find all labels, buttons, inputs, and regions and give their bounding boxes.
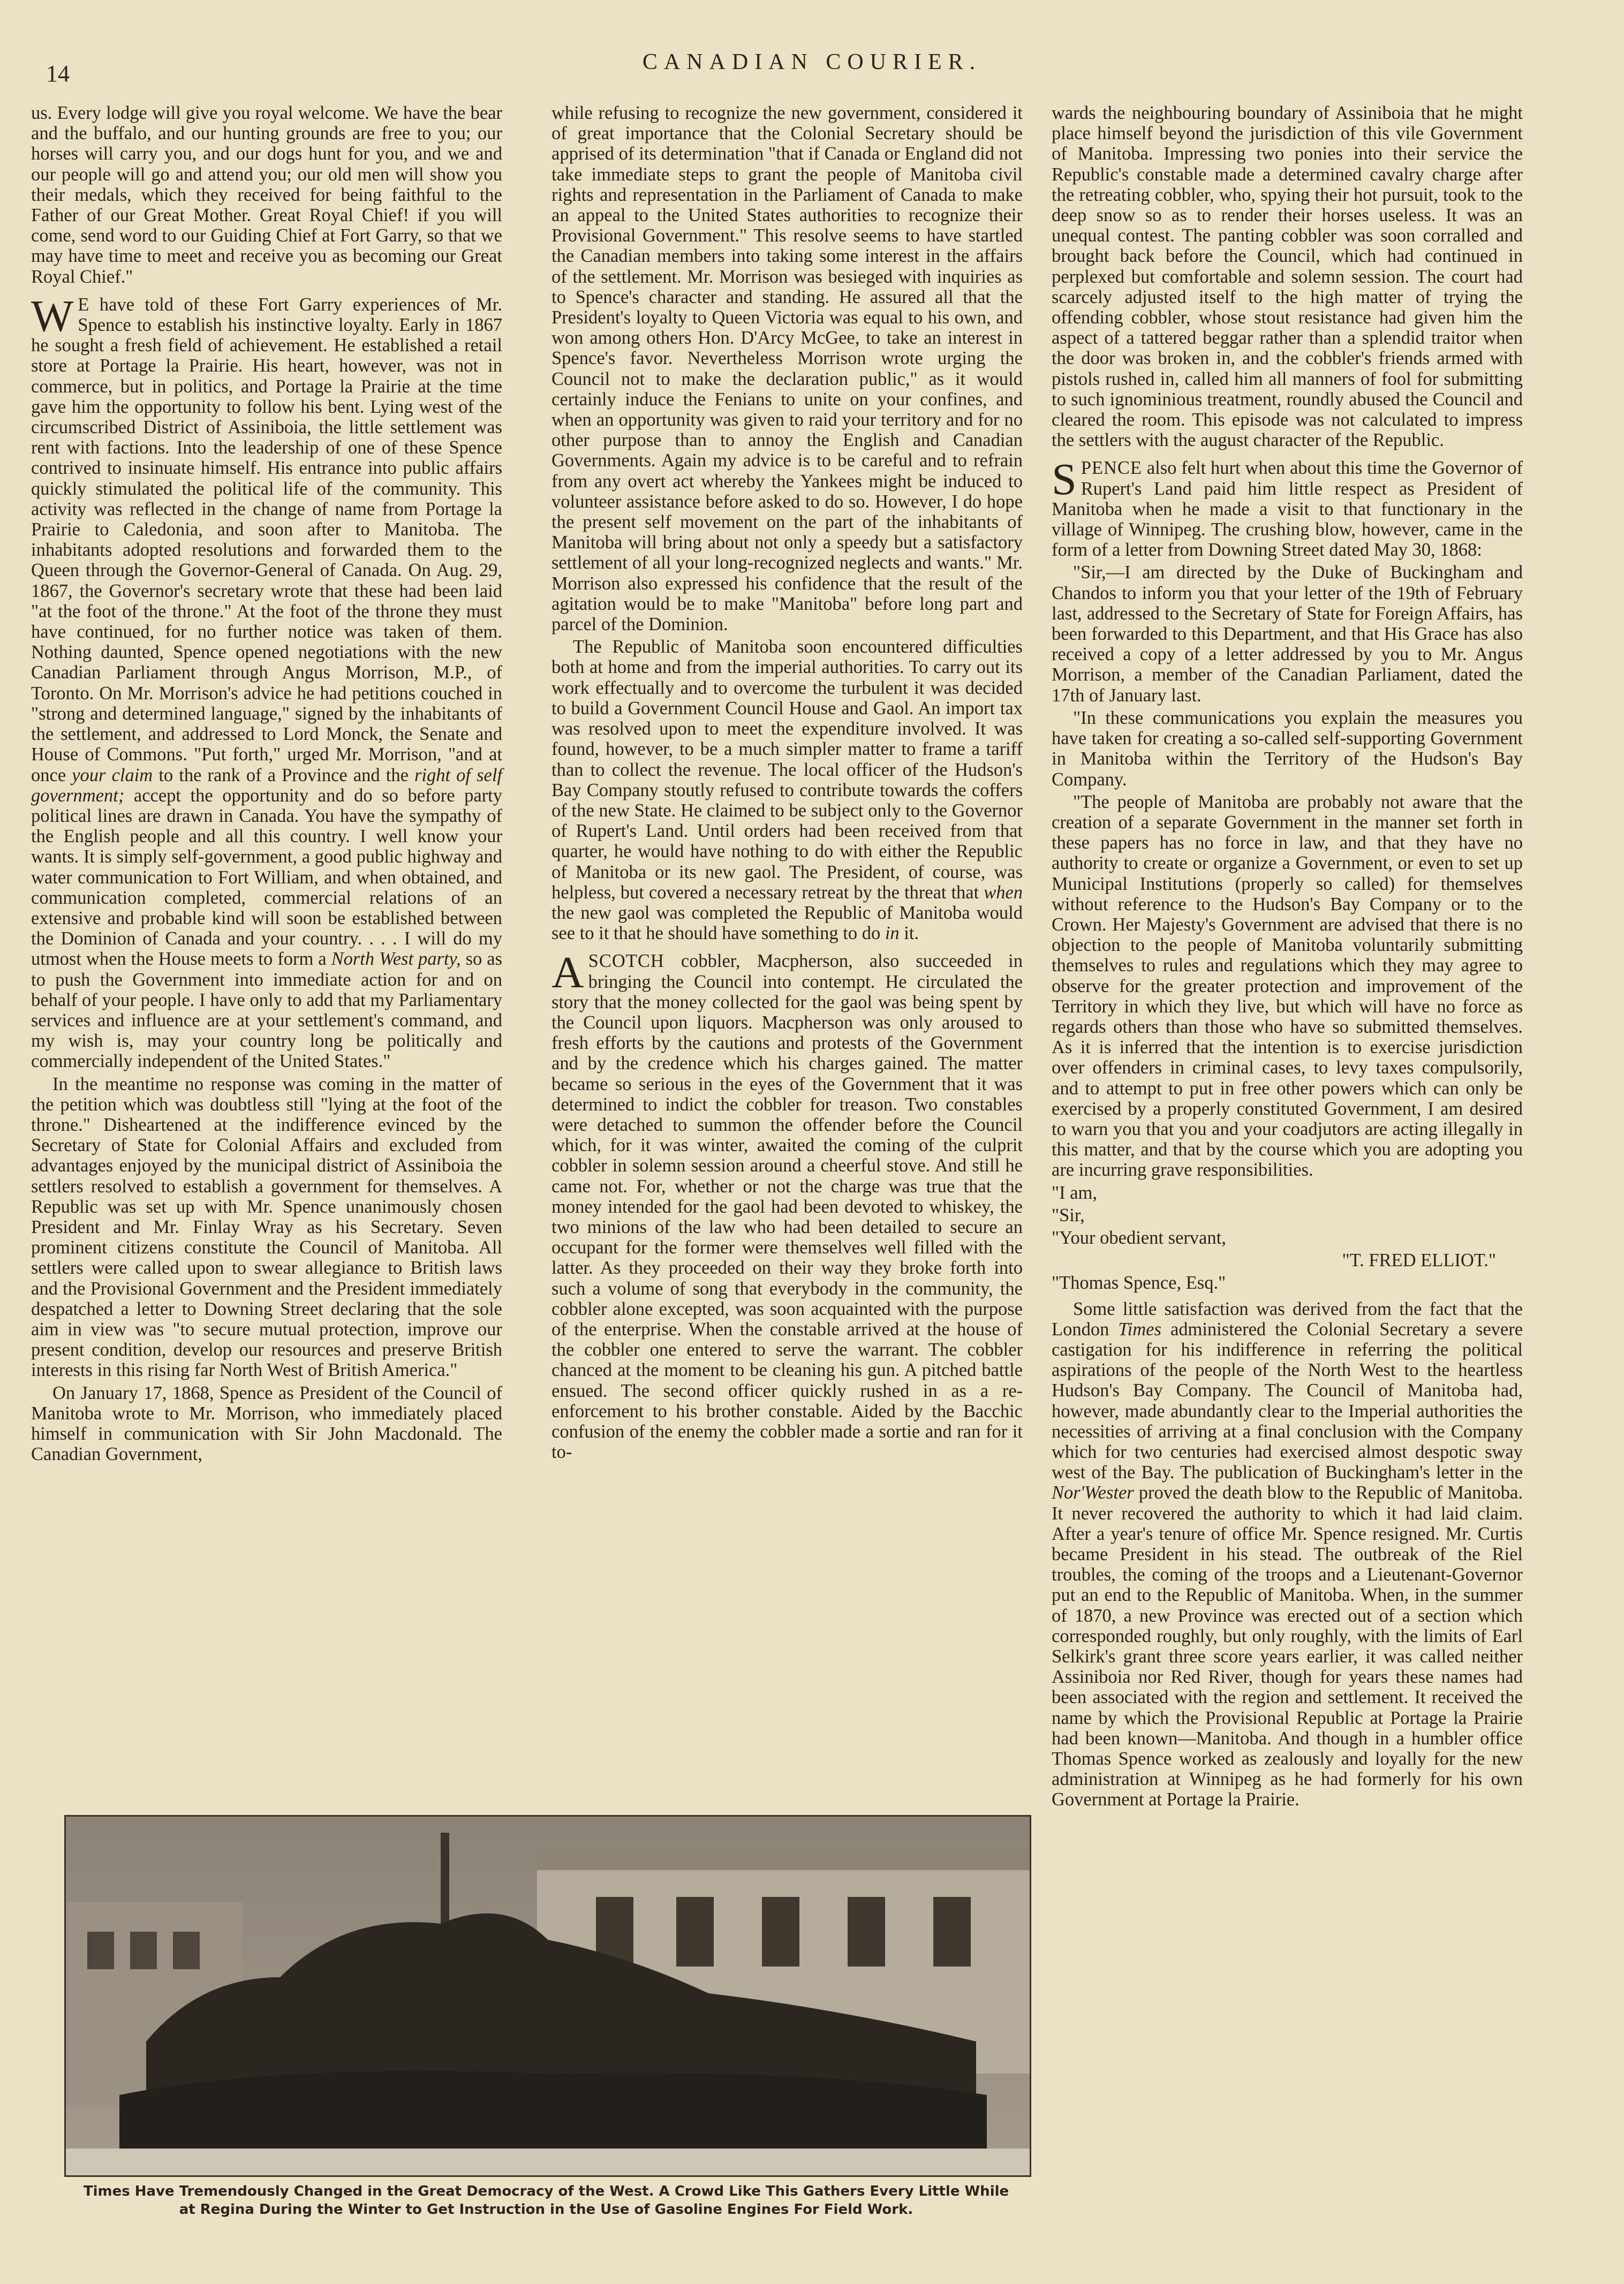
letter-paragraph: "The people of Manitoba are probably not aware that the creation of a separate Government in the manner set forth in these papers has no force in law, and that they have no authority to create or organize a Government, or even to set up Municipal Institutions (properly so called) for themselves without reference to the Hudson's Bay Company or to the Crown. Her Majesty's Government are advised that there is no objection to the people of Manitoba voluntarily submitting themselves to rules and regulations which they may agree to observe for the greater protection and improvement of the Territory in which they live, but which will have no force as regards others than those who have so submitted themselves. As it is inferred that the intention is to exercise jurisdiction over offenders in criminal cases, to levy taxes compulsorily, and to attempt to put in free other powers which can only be exercised by a properly constituted Government, I am desired to warn you that you and your coadjutors are acting illegally in this matter, and that by the course which you are adopting you are incurring grave responsibilities. bbox=[1052, 791, 1523, 1181]
crowd-photograph bbox=[64, 1815, 1031, 2177]
drop-cap: A bbox=[552, 948, 584, 998]
paragraph: In the meantime no response was coming in the matter of the petition which was doubtless still "lying at the foot of the throne." Disheartened at the indifference evinced by the Secretary of State for Colonial Affairs and excluded from advantages enjoyed by the municipal district of Assiniboia the settlers resolved to establish a government for themselves. A Republic was set up with Mr. Spence unanimously chosen President and Mr. Finlay Wray as his Secretary. Seven prominent citizens constitute the Council of Manitoba. All settlers were called upon to swear allegiance to British laws and the Provisional Government and the President immediately despatched a letter to Downing Street declaring that the sole aim in view was "to secure mutual protection, improve our present condition, develop our resources and preserve British interests in this rising far North West of British America." bbox=[31, 1073, 502, 1381]
paragraph: W E have told of these Fort Garry experiences of Mr. Spence to establish his instinctive loyalty. Early in 1867 he sought a fresh field of achievement. He established a retail store at Portage la Prairie. His heart, however, was not in commerce, but in politics, and Portage la Prairie at the time gave him the opportunity to follow his bent. Lying west of the circumscribed District of Assiniboia, the little settlement was rent with factions. Into the leadership of one of these Spence contrived to insinuate himself. His entrance into public affairs quickly stimulated the political life of the community. This activity was reflected in the change of name from Portage la Prairie to Caledonia, and soon after to Manitoba. The inhabitants adopted resolutions and forwarded them to the Queen through the Governor-General of Canada. On Aug. 29, 1867, the Governor's secretary wrote that these had been laid "at the foot of the throne." At the foot of the throne they must have continued, for no further notice was taken of them. Nothing daunted, Spence opened negotiations with the new Canadian Parliament through Angus Morrison, M.P., of Toronto. On Mr. Morrison's advice he had petitions couched in "strong and determined language," signed by the inhabitants of the settlement, and addressed to Lord Monck, the Senate and House of Commons. "Put forth," urged Mr. Morrison, "and at once your claim to the rank of a Province and the right of self government; accept the opportunity and do so before party political lines are drawn in Canada. You have the sympathy of the English people and all this country. I well know your wants. It is simply self-government, a good public highway and water communication to Fort William, and when obtained, and communication completed, commercial relations of an extensive and probable kind will soon be established between the Dominion of Canada and your country. . . . I will do my utmost when the House meets to form a North West party, so as to push the Government into immediate action for and on behalf of your people. I have only to add that my Parliamentary services and influence are at your settlement's command, and my wish is, may your country long be politically and commercially independent of the United States." bbox=[31, 291, 503, 1072]
letter-signature: "T. FRED ELLIOT." bbox=[1342, 1250, 1496, 1271]
article-column-3 bbox=[1052, 103, 1523, 1812]
paragraph: ASCOTCH cobbler, Macpherson, also succeeded in bringing the Council into contempt. He circulated the story that the money collected for the gaol was being spent by the Council upon liquors. Macpherson was only aroused to fresh efforts by the cautions and protests of the Government and by the credence which his charges gained. The matter became so serious in the eyes of the Government that it was determined to indict the cobbler for treason. Two constables were detached to summon the offender before the Council which, for it was winter, awaited the coming of the culprit cobbler in solemn session around a cheerful stove. And still he came not. For, whether or not the charge was true that the money intended for the gaol had been devoted to whiskey, the two minions of the law who had been detailed to secure an occupant for the former were themselves well filled with the latter. As they proceeded on their way they broke forth into such a volume of song that everybody in the community, the cobbler alone excepted, was soon acquainted with the purpose of the enterprise. When the constable arrived at the house of the cobbler one entered to serve the warrant. The cobbler chanced at the moment to be cleaning his gun. A pitched battle ensued. The second officer quickly rushed in as a re-enforcement to his brother constable. Aided by the Bacchic confusion of the enemy the cobbler made a sortie and ran for it to- bbox=[552, 948, 1023, 1463]
paragraph: us. Every lodge will give you royal welcome. We have the bear and the buffalo, and our hunting grounds are free to you; our horses will carry you, and our dogs hunt for you, and we and our people will go and attend you; our old men will show you their medals, which they received for being faithful to the Father of our Great Mother. Great Royal Chief! if you will come, send word to our Guiding Chief at Fort Garry, so that we may have time to meet and receive you as becoming our Great Royal Chief." bbox=[31, 103, 502, 287]
paragraph: On January 17, 1868, Spence as President of the Council of Manitoba wrote to Mr. Morrison, who immediately placed himself in communication with Sir John Macdonald. The Canadian Government, bbox=[31, 1382, 502, 1465]
page-number: 14 bbox=[46, 60, 70, 87]
paragraph: SPENCE also felt hurt when about this time the Governor of Rupert's Land paid him little respect as President of Manitoba when he made a visit to that functionary in the village of Winnipeg. The crushing blow, however, came in the form of a letter from Downing Street dated May 30, 1868: bbox=[1052, 455, 1523, 561]
letter-closing: "I am, bbox=[1052, 1182, 1097, 1203]
photo-caption: Times Have Tremendously Changed in the Great Democracy of the West. A Crowd Like This Gathers Every Little While at Regina During the Winter to Get Instruction in the Use of Gasoline Engines For Field Work. bbox=[83, 2183, 1009, 2218]
paragraph: Some little satisfaction was derived from the fact that the London Times administered the Colonial Secretary a severe castigation for his indifference in referring the political aspirations of the people of the North West to the heartless Hudson's Bay Company. The Council of Manitoba had, however, made abundantly clear to the Imperial authorities the necessities of arriving at a final conclusion with the Company which for two centuries had exercised almost despotic sway west of the Bay. The publication of Buckingham's letter in the Nor'Wester proved the death blow to the Republic of Manitoba. It never recovered the authority to which it had laid claim. After a year's tenure of office Mr. Spence resigned. Mr. Curtis became President in his stead. The outbreak of the Riel troubles, the coming of the troops and a Lieutenant-Governor put an end to the Republic of Manitoba. When, in the summer of 1870, a new Province was erected out of a section which corresponded roughly, but only roughly, with the limits of Earl Selkirk's grant three score years earlier, it was called neither Assiniboia nor Red River, though for years these names had been associated with the region and settlement. It received the name by which the Provisional Republic at Portage la Prairie had been known—Manitoba. And though in a humbler office Thomas Spence worked as zealously and loyally for the new administration at Winnipeg as he had formerly for his own Government at Portage la Prairie. bbox=[1052, 1298, 1523, 1810]
publication-title: CANADIAN COURIER. bbox=[642, 50, 982, 74]
letter-paragraph: "In these communications you explain the measures you have taken for creating a so-called self-supporting Government in Manitoba within the Territory of the Hudson's Bay Company. bbox=[1052, 707, 1523, 790]
letter-addressee: "Thomas Spence, Esq." bbox=[1052, 1273, 1226, 1294]
letter-closing: "Sir, bbox=[1052, 1205, 1085, 1226]
paragraph: while refusing to recognize the new government, considered it of great importance that the Colonial Secretary should be apprised of its determination "that if Canada or England did not take immediate steps to grant the people of Manitoba civil rights and representation in the Parliament of Canada to make an appeal to the United States authorities to recognize their Provisional Government." This resolve seems to have startled the Canadian members into taking some interest in the affairs of the settlement. Mr. Morrison was besieged with inquiries as to Spence's character and standing. He assured all that the President's loyalty to Queen Victoria was equal to his own, and won among others Hon. D'Arcy McGee, to take an interest in Spence's favor. Nevertheless Morrison wrote urging the Council not to make the declaration public," as it would certainly induce the Fenians to unite on your confines, and when an opportunity was given to raid your territory and for no other purpose than to annoy the English and Canadian Governments. Again my advice is to be careful and to refrain from any overt act whereby the Yankees might be induced to volunteer assistance before asked to do so. However, I do hope the present self movement on the part of the inhabitants of Manitoba will bring about not only a speedy but a satisfactory settlement of all your long-recognized neglects and wants." Mr. Morrison also expressed his confidence that the result of the agitation would be to make "Manitoba" before long part and parcel of the Dominion. bbox=[552, 103, 1023, 635]
drop-cap: W bbox=[31, 291, 74, 341]
article-column-2 bbox=[552, 103, 1023, 1773]
drop-cap: S bbox=[1052, 455, 1077, 505]
photo-illustration bbox=[66, 1817, 1030, 2175]
letter-closing: "Your obedient servant, bbox=[1052, 1227, 1226, 1248]
paragraph: wards the neighbouring boundary of Assiniboia that he might place himself beyond the jurisdiction of this vile Government of Manitoba. Impressing two ponies into their service the Republic's constable made a determined cavalry charge after the retreating cobbler, who, spying their hot pursuit, took to the deep snow so as to render their horses useless. It was an unequal contest. The panting cobbler was soon corralled and brought back before the Council, which had continued in perplexed but comfortable and solemn session. The court had scarcely adjusted itself to the high matter of trying the offending cobbler, whose stout resistance had given him the aspect of a tattered beggar rather than a splendid traitor when the door was broken in, and the cobbler's friends armed with pistols rushed in, called him all manners of fool for submitting to such ignominious treatment, roundly abused the Council and cleared the room. This episode was not calculated to impress the settlers with the august character of the Republic. bbox=[1052, 103, 1523, 451]
article-column-1 bbox=[31, 103, 502, 1466]
letter-paragraph: "Sir,—I am directed by the Duke of Buckingham and Chandos to inform you that your letter of the 19th of February last, addressed to the Secretary of State for Foreign Affairs, has been forwarded to this Department, and that His Grace has also received a copy of a letter addressed by you to Mr. Angus Morrison, a member of the Canadian Parliament, dated the 17th of January last. bbox=[1052, 562, 1523, 706]
paragraph: The Republic of Manitoba soon encountered difficulties both at home and from the imperial authorities. To carry out its work effectually and to overcome the turbulent it was decided to build a Government Council House and Gaol. An import tax was resolved upon to meet the expenditure involved. It was found, however, to be a much simpler matter to frame a tariff than to collect the revenue. The local officer of the Hudson's Bay Company stoutly refused to contribute towards the coffers of the new State. He claimed to be subject only to the Governor of Rupert's Land. Until orders had been received from that quarter, he would have nothing to do with either the Republic of Manitoba or its new gaol. The President, of course, was helpless, but covered a necessary retreat by the threat that when the new gaol was completed the Republic of Manitoba would see to it that he should have something to do in it. bbox=[552, 637, 1023, 944]
